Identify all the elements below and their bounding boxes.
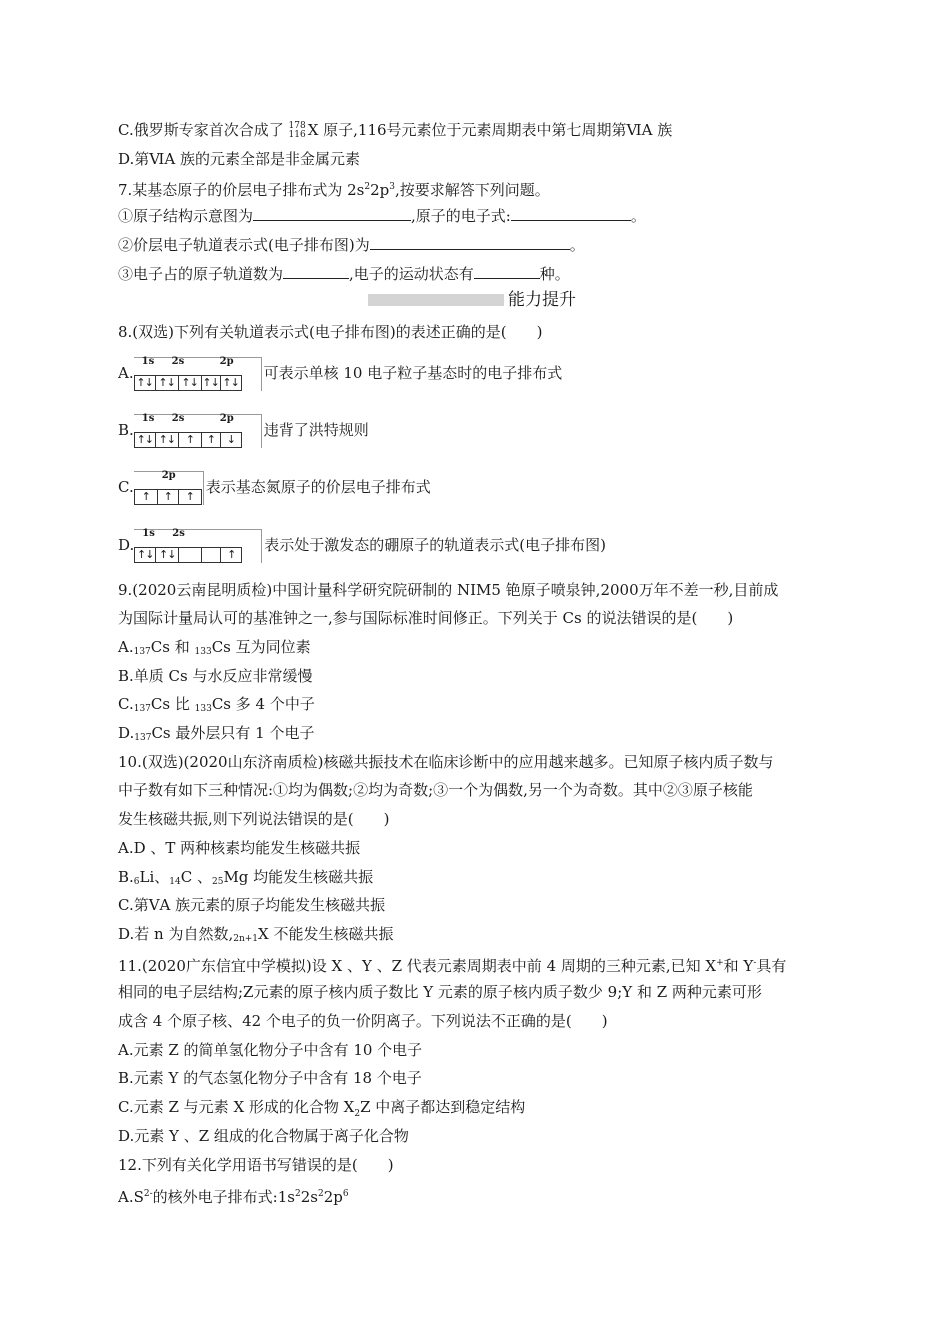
q11-stem-line3: 成含 4 个原子核、42 个电子的负一价阴离子。下列说法不正确的是( ) bbox=[118, 1012, 608, 1030]
q7-part1: ①原子结构示意图为 ,原子的电子式: 。 bbox=[118, 207, 646, 225]
q10-option-b: B.6Li、14C 、25Mg 均能发生核磁共振 bbox=[118, 868, 374, 887]
q10-stem-line1: 10.(双选)(2020山东济南质检)核磁共振技术在临床诊断中的应用越来越多。已知原子核内质子数与 bbox=[118, 753, 774, 771]
q6-option-d: D.第ⅥA 族的元素全部是非金属元素 bbox=[118, 150, 360, 168]
q9-option-a: A.137Cs 和 133Cs 互为同位素 bbox=[118, 638, 311, 657]
answer-blank[interactable] bbox=[370, 235, 570, 250]
q10-stem-line2: 中子数有如下三种情况:①均为偶数;②均为奇数;③一个为偶数,另一个为奇数。其中②③原子核能 bbox=[118, 781, 753, 799]
answer-blank[interactable] bbox=[253, 206, 411, 221]
q10-option-d: D.若 n 为自然数,2n+1X 不能发生核磁共振 bbox=[118, 925, 394, 944]
q10-option-a: A.D 、T 两种核素均能发生核磁共振 bbox=[118, 839, 361, 857]
q9-option-d: D.137Cs 最外层只有 1 个电子 bbox=[118, 724, 315, 743]
q11-stem-line2: 相同的电子层结构;Z元素的原子核内质子数比 Y 元素的原子核内质子数少 9;Y 和 Z 两种元素可形 bbox=[118, 983, 762, 1001]
section-banner-bar bbox=[368, 294, 504, 306]
q8-option-b: B. 1s 2s 2p ↑↓ ↑↓ ↑ ↑ ↓ 违背了洪特规则 bbox=[118, 413, 369, 446]
orbital-diagram-b: 1s 2s 2p ↑↓ ↑↓ ↑ ↑ ↓ bbox=[134, 414, 262, 448]
q8-option-a: A. 1s 2s 2p ↑↓ ↑↓ ↑↓ ↑↓ ↑↓ 可表示单核 10 电子粒子基态时的电子排布式 bbox=[118, 356, 563, 389]
q6-option-c: C.俄罗斯专家首次合成了 178 116 X 原子,116号元素位于元素周期表中第七周期第ⅥA 族 bbox=[118, 121, 673, 140]
q12-option-a: $A.S^{2-}$的核外电子排布式$:1s^22s^22p^6$ bbox=[118, 1188, 349, 1206]
q6-option-c-text: C.俄罗斯专家首次合成了 bbox=[118, 121, 284, 139]
q9-stem-line1: 9.(2020云南昆明质检)中国计量科学研究院研制的 NIM5 铯原子喷泉钟,2000万年不差一秒,目前成 bbox=[118, 581, 779, 599]
q8-stem: 8.(双选)下列有关轨道表示式(电子排布图)的表述正确的是( ) bbox=[118, 323, 543, 341]
q9-stem-line2: 为国际计量局认可的基准钟之一,参与国际标准时间修正。下列关于 Cs 的说法错误的是( ) bbox=[118, 609, 734, 627]
section-title: 能力提升 bbox=[508, 290, 576, 310]
nuclide-notation: 178 116 bbox=[288, 121, 306, 140]
q7-stem: 7.某基态原子的价层电子排布式为 $2s^22p^3$,按要求解答下列问题。 bbox=[118, 181, 550, 199]
orbital-diagram-c: 2p ↑ ↑ ↑ bbox=[134, 471, 204, 505]
q11-option-d: D.元素 Y 、Z 组成的化合物属于离子化合物 bbox=[118, 1127, 409, 1145]
orbital-diagram-a: 1s 2s 2p ↑↓ ↑↓ ↑↓ ↑↓ ↑↓ bbox=[134, 357, 262, 391]
q9-option-c: C.137Cs 比 133Cs 多 4 个中子 bbox=[118, 695, 315, 714]
q11-option-a: A.元素 Z 的简单氢化物分子中含有 10 个电子 bbox=[118, 1041, 423, 1059]
q10-stem-line3: 发生核磁共振,则下列说法错误的是( ) bbox=[118, 810, 390, 828]
q7-part2: ②价层电子轨道表示式(电子排布图)为 。 bbox=[118, 236, 585, 254]
q11-option-c: C.元素 Z 与元素 X 形成的化合物 $X_2Z$ 中离子都达到稳定结构 bbox=[118, 1098, 526, 1119]
q11-stem-line1: 11.(2020广东信宜中学模拟)设 X 、Y 、Z 代表元素周期表中前 4 周期的三种元素,已知 X+和 Y-具有 bbox=[118, 957, 787, 975]
q10-option-c: C.第ⅤA 族元素的原子均能发生核磁共振 bbox=[118, 896, 386, 914]
q8-option-d: D. 1s 2s ↑↓ ↑↓ ↑ 表示处于激发态的硼原子的轨道表示式(电子排布图) bbox=[118, 528, 606, 561]
answer-blank[interactable] bbox=[511, 206, 631, 221]
q12-stem: 12.下列有关化学用语书写错误的是( ) bbox=[118, 1156, 394, 1174]
q7-part3: ③电子占的原子轨道数为 ,电子的运动状态有 种。 bbox=[118, 265, 570, 283]
answer-blank[interactable] bbox=[283, 264, 349, 279]
orbital-diagram-d: 1s 2s ↑↓ ↑↓ ↑ bbox=[134, 529, 262, 563]
q11-option-b: B.元素 Y 的气态氢化物分子中含有 18 个电子 bbox=[118, 1069, 422, 1087]
q8-option-c: C. 2p ↑ ↑ ↑ 表示基态氮原子的价层电子排布式 bbox=[118, 470, 431, 503]
q9-option-b: B.单质 Cs 与水反应非常缓慢 bbox=[118, 667, 313, 685]
answer-blank[interactable] bbox=[474, 264, 540, 279]
